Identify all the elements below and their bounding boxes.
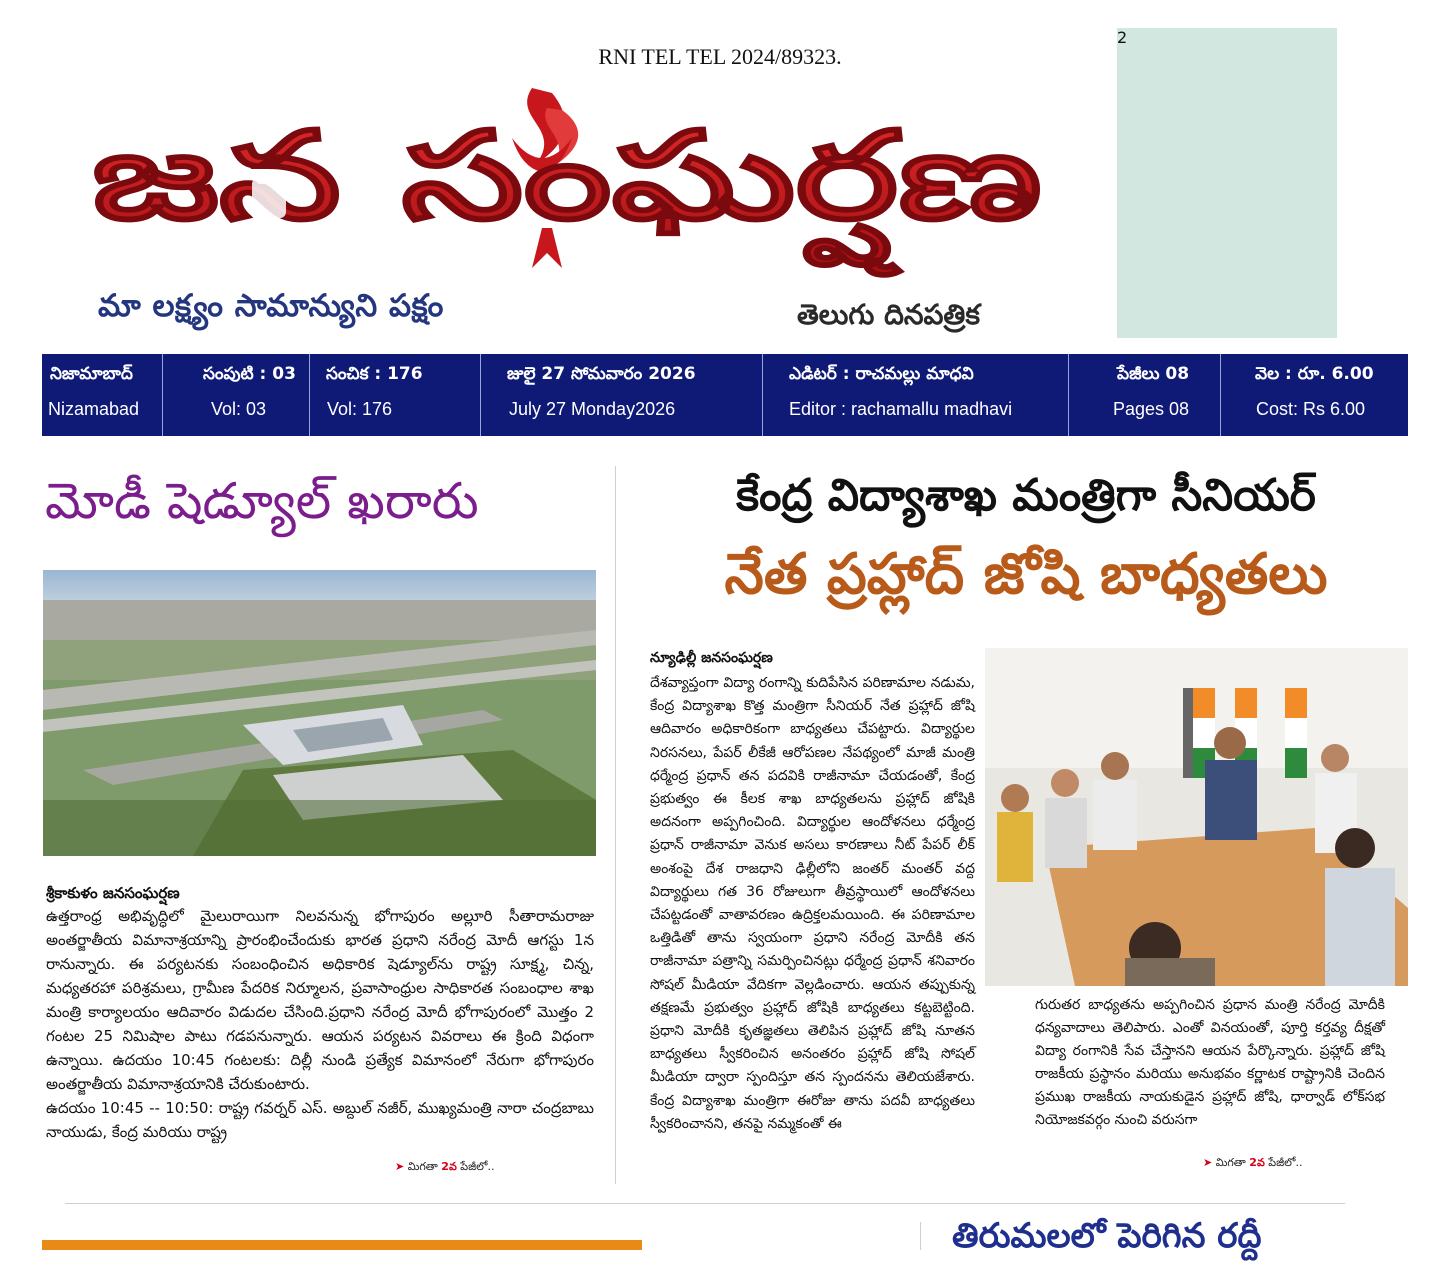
column-separator [920,1222,921,1250]
cont-page: 2వ [1249,1156,1265,1169]
right-article-dateline: న్యూఢిల్లీ జనసంఘర్షణ [650,650,773,666]
rni-number: RNI TEL TEL 2024/89323. [598,44,842,69]
info-eng: Pages 08 [1113,399,1190,419]
info-tel: జులై 27 సోమవారం 2026 [507,364,696,384]
info-tel: ఎడిటర్ : రాచమల్లు మాధవి [789,364,974,384]
newspaper-logo [92,68,1052,278]
info-eng: Nizamabad [48,399,140,419]
meeting-photo[interactable] [985,648,1408,986]
info-eng: Vol: 03 [211,399,267,419]
section-divider [65,1203,1345,1204]
cont-page: 2వ [441,1160,457,1173]
left-article-body [46,904,594,1144]
cont-prefix: మిగతా [407,1160,438,1173]
article-paragraph: ఉత్తరాంధ్ర అభివృద్ధిలో మైలురాయిగా నిలవనున్న భోగాపురం అల్లూరి సీతారామరాజు అంతర్జాతీయ విమానాశ్రయాన్ని ప్రారంభించేందుకు భారత ప్రధాని నరేంద్ర మోదీ ఆగస్టు 1న రానున్నారు. ఈ పర్యటనకు సంబంధించిన అధికారిక షెడ్యూల్‌ను రాష్ట్ర సూక్ష్మ, చిన్న, మధ్యతరహా పరిశ్రమలు, గ్రామీణ పేదరిక నిర్మూలన, ప్రవాసాంధ్రుల సాధికారత సంబంధాల శాఖ మంత్రి కార్యాలయం ఆదివారం విడుదల చేసింది.ప్రధాని నరేంద్ర మోదీ భోగాపురంలో మొత్తం 2 గంటల 25 నిమిషాల పాటు గడపనున్నారు. ఆయన పర్యటన వివరాలు ఈ క్రింది విధంగా ఉన్నాయి. ఉదయం 10:45 గంటలకు: దిల్లీ నుండి ప్రత్యేక విమానంలో నేరుగా భోగాపురం అంతర్జాతీయ విమానాశ్రయానికి చేరుకుంటారు. [46,907,594,1093]
left-article-dateline: శ్రీకాకుళం జనసంఘర్షణ [46,884,180,902]
next-article-headline[interactable]: తిరుమలలో పెరిగిన రద్దీ [952,1216,1262,1256]
next-headline-cutoff [42,1240,642,1250]
info-cell-location [42,354,163,436]
info-cell-date [481,354,763,436]
info-tel: వెల : రూ. 6.00 [1255,364,1374,384]
info-tel: పేజీలు 08 [1117,364,1190,384]
cont-prefix: మిగతా [1215,1156,1246,1169]
info-cell-pages [1069,354,1221,436]
promo-page-badge: 2 [1117,28,1337,338]
paper-type: తెలుగు దినపత్రిక [797,298,980,331]
masthead-title: జన సంఘర్షణ [92,105,759,247]
right-article-headline-1[interactable]: కేంద్ర విద్యాశాఖ మంత్రిగా సీనియర్ [736,470,1316,521]
tagline: మా లక్ష్యం సామాన్యుని పక్షం [98,288,444,324]
info-cell-editor [763,354,1069,436]
column-separator [615,466,616,1184]
info-tel: నిజామాబాద్ [50,364,133,384]
left-article-headline[interactable]: మోడీ షెడ్యూల్ ఖరారు [45,472,479,530]
info-tel: సంపుటి : 03 [203,364,296,384]
right-continued-link[interactable] [1203,1156,1302,1172]
right-article-body-continued: గురుతర బాధ్యతను అప్పగించిన ప్రధాన మంత్రి నరేంద్ర మోదీకి ధన్యవాదాలు తెలిపారు. ఎంతో వినయంతో, పూర్తి కర్తవ్య దీక్షతో విద్యా రంగానికి సేవ చేస్తానని ఆయన పేర్కొన్నారు. ప్రహ్లాద్ జోషి రాజకీయ ప్రస్థానం మరియు అనుభవం కర్ణాటక రాష్ట్రానికి చెందిన ప్రముఖ రాజకీయ నాయకుడైన ప్రహ్లాద్ జోషి, ధార్వాడ్ లోక్‌సభ నియోజకవర్గం నుంచి వరుసగా [1035,997,1385,1128]
info-cell-price [1221,354,1408,436]
airport-aerial-photo[interactable] [43,570,596,856]
info-eng: Vol: 176 [327,399,393,419]
info-eng: Cost: Rs 6.00 [1256,399,1366,419]
info-eng: July 27 Monday2026 [509,399,676,419]
left-continued-link[interactable] [395,1160,494,1176]
info-cell-volume [163,354,310,436]
arrow-right-icon: ➤ [395,1160,405,1173]
fist-icon [252,172,286,218]
right-article-headline-2[interactable]: నేత ప్రహ్లాద్ జోషి బాధ్యతలు [724,542,1328,607]
cont-suffix: పేజీలో.. [1268,1156,1303,1169]
article-paragraph: ఉదయం 10:45 -- 10:50: రాష్ట్ర గవర్నర్ ఎస్. అబ్దుల్ నజీర్, ముఖ్యమంత్రి నారా చంద్రబాబు నాయుడు, కేంద్ర మరియు రాష్ట్ర [46,1099,594,1141]
edition-info-bar [42,354,1408,436]
info-cell-issue [310,354,481,436]
arrow-right-icon: ➤ [1203,1156,1213,1169]
info-tel: సంచిక : 176 [326,364,423,384]
info-eng: Editor : rachamallu madhavi [789,399,1013,419]
cont-suffix: పేజీలో.. [460,1160,495,1173]
right-article-body: దేశవ్యాప్తంగా విద్యా రంగాన్ని కుదిపేసిన పరిణామాల నడుమ, కేంద్ర విద్యాశాఖ కొత్త మంత్రిగా సీనియర్ నేత ప్రహ్లాద్ జోషి ఆదివారం అధికారికంగా బాధ్యతలు చేపట్టారు. విద్యార్థుల నిరసనలు, పేపర్ లీకేజీ ఆరోపణల నేపథ్యంలో మాజీ మంత్రి ధర్మేంద్ర ప్రధాన్ తన పదవికి రాజీనామా చేయడంతో, కేంద్ర ప్రభుత్వం ఈ కీలక శాఖ బాధ్యతలను ప్రహ్లాద్ జోషికి అదనంగా అప్పగించింది. విద్యార్థుల ఆందోళనలు ధర్మేంద్ర ప్రధాన్ రాజీనామా వెనుక అసలు కారణాలు నీట్ పేపర్ లీక్ అంశంపై దేశ రాజధాని ఢిల్లీలోని జంతర్ మంతర్ వద్ద విద్యార్థులు గత 36 రోజులుగా తీవ్రస్థాయిలో ఆందోళనలు చేపట్టడంతో వాతావరణం ఉద్రిక్తలమయింది. ఈ పరిణామాల ఒత్తిడితో తాను స్వయంగా ప్రధాని నరేంద్ర మోదీకి తన రాజీనామా పత్రాన్ని సమర్పించినట్లు ధర్మేంద్ర ప్రధాన్ శనివారం సోషల్ మీడియా వేదికగా వెల్లడించారు. ఆయన తప్పుకున్న తక్షణమే ప్రభుత్వం ప్రహ్లాద్ జోషికి బాధ్యతలు కట్టబెట్టింది. ప్రధాని మోదీకి కృతజ్ఞతలు తెలిపిన ప్రహ్లాద్ జోషి నూతన బాధ్యతలు స్వీకరించిన అనంతరం ప్రహ్లాద్ జోషి సోషల్ మీడియా ద్వారా స్పందిస్తూ తన స్పందనను తెలియజేశారు. కేంద్ర విద్యాశాఖ మంత్రిగా ఈరోజు తాను పదవీ బాధ్యతలు స్వీకరించానని, తనపై నమ్మకంతో ఈ [650,675,975,1132]
